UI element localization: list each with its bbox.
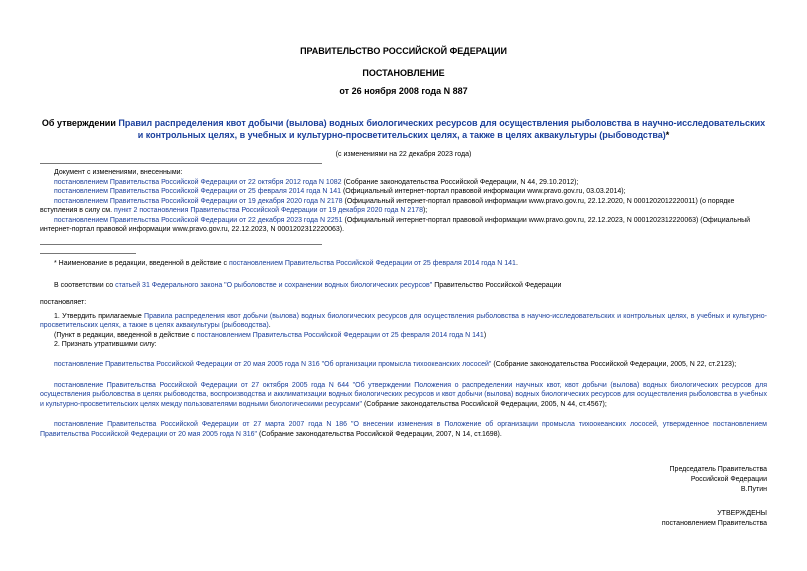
- footnote-divider: [40, 253, 136, 254]
- amendment-item: постановлением Правительства Российской Федерации от 22 декабря 2023 года N 2251 (Официальный интернет-портал правовой информации www.pravo.gov.ru, 22.12.2023, N 0001202312220063) (Официальный интернет-портал правовой информации www.pravo.gov.ru, 22.12.2023, N 0001202312220063).: [40, 216, 751, 233]
- point-1-edition: (Пункт в редакции, введенной в действие с постановлением Правительства Российской Федерации от 25 февраля 2014 года N 141): [54, 331, 487, 339]
- repealed-link[interactable]: постановление Правительства Российской Федерации от 27 октября 2005 года N 644 "Об утверждении Положения о распределении научных квот, квот добычи (вылова) водных биологических ресурсов для осуществления рыболовства в целях рыбоводства, воспроизводства и акклиматизации водных биологических ресурсов и квот добычи (вылова) водных биологических ресурсов для осуществления рыболовства в учебных и культурно-просветительских целях между пользователями водными биологическими ресурсами": [40, 381, 767, 408]
- title-link[interactable]: Правил распределения квот добычи (вылова) водных биологических ресурсов для осуществления рыболовства в научно-исследовательских и контрольных целях, в учебных и культурно-просветительских целях, а также в целях аквакультуры (рыбоводства): [118, 118, 766, 140]
- amendments-block: [40, 168, 767, 235]
- decree-verb: постановляет:: [40, 299, 87, 306]
- revision-note: (с изменениями на 22 декабря 2023 года): [335, 151, 472, 158]
- amendment-item: постановлением Правительства Российской Федерации от 25 февраля 2014 года N 141 (Официальный интернет-портал правовой информации www.pravo.gov.ru, 03.03.2014);: [54, 188, 626, 195]
- document-date: от 26 ноября 2008 года N 887: [339, 86, 468, 96]
- document-title: [40, 117, 767, 141]
- point-2: 2. Признать утратившими силу:: [54, 341, 157, 348]
- amendment-link[interactable]: постановлением Правительства Российской Федерации от 22 октября 2012 года N 1082: [54, 178, 342, 186]
- title-prefix: Об утверждении: [41, 118, 116, 128]
- law-link[interactable]: статьей 31 Федерального закона "О рыболовстве и сохранении водных биологических ресурсов": [115, 282, 433, 289]
- amendment-item: постановлением Правительства Российской Федерации от 19 декабря 2020 года N 2178 (Официальный интернет-портал правовой информации www.pravo.gov.ru, 22.12.2020, N 0001202012220011) (о порядке вступления в силу см. пункт 2 постановления Правительства Российской Федерации от 19 декабря 2020 года N 2178);: [40, 197, 735, 214]
- document-type: ПОСТАНОВЛЕНИЕ: [362, 68, 445, 78]
- signature-block: Председатель Правительства Российской Федерации В.Путин: [669, 466, 767, 493]
- repealed-link[interactable]: постановление Правительства Российской Федерации от 27 марта 2007 года N 186 "О внесении изменения в Положение об организации промысла тихоокеанских лососей, утвержденное постановлением Правительства Российской Федерации от 20 мая 2005 года N 316": [40, 421, 767, 438]
- edition-link[interactable]: постановлением Правительства Российской Федерации от 25 февраля 2014 года N 141: [196, 331, 484, 339]
- point-1: 1. Утвердить прилагаемые Правила распределения квот добычи (вылова) водных биологических ресурсов для осуществления рыболовства в научно-исследовательских и контрольных целях, в учебных и культурно-просветительских целях, а также в целях аквакультуры (рыбоводства).: [40, 312, 767, 329]
- amendment-link[interactable]: постановлением Правительства Российской Федерации от 19 декабря 2020 года N 2178: [54, 197, 343, 205]
- divider-top: [40, 163, 322, 164]
- amendments-heading: Документ с изменениями, внесенными:: [54, 169, 183, 176]
- amendment-link[interactable]: пункт 2 постановления Правительства Российской Федерации от 19 декабря 2020 года N 2178: [114, 207, 423, 214]
- amendment-link[interactable]: постановлением Правительства Российской Федерации от 25 февраля 2014 года N 141: [54, 188, 341, 195]
- repealed-item: постановление Правительства Российской Федерации от 20 мая 2005 года N 316 "Об организации промысла тихоокеанских лососей" (Собрание законодательства Российской Федерации, 2005, N 22, ст.2123);: [54, 361, 737, 368]
- repealed-item: постановление Правительства Российской Федерации от 27 октября 2005 года N 644 "Об утверждении Положения о распределении научных квот, квот добычи (вылова) водных биологических ресурсов для осуществления рыболовства в целях рыбоводства, воспроизводства и акклиматизации водных биологических ресурсов и квот добычи (вылова) водных биологических ресурсов для осуществления рыболовства в учебных и культурно-просветительских целях между пользователями водными биологическими ресурсами" (Собрание законодательства Российской Федерации, 2005, N 44, ст.4567);: [40, 381, 767, 408]
- signatory-name: В.Путин: [740, 486, 767, 493]
- repealed-item: постановление Правительства Российской Федерации от 27 марта 2007 года N 186 "О внесении изменения в Положение об организации промысла тихоокеанских лососей, утвержденное постановлением Правительства Российской Федерации от 20 мая 2005 года N 316" (Собрание законодательства Российской Федерации, 2007, N 14, ст.1698).: [40, 421, 767, 438]
- government-header: ПРАВИТЕЛЬСТВО РОССИЙСКОЙ ФЕДЕРАЦИИ: [300, 46, 507, 56]
- decree-body: [40, 298, 767, 350]
- approval-block: УТВЕРЖДЕНЫ постановлением Правительства: [661, 510, 767, 527]
- amendment-link[interactable]: постановлением Правительства Российской Федерации от 22 декабря 2023 года N 2251: [54, 216, 343, 224]
- preamble: В соответствии со статьей 31 Федерального закона "О рыболовстве и сохранении водных биологических ресурсов" Правительство Российской Федерации: [54, 282, 562, 289]
- amendment-item: постановлением Правительства Российской Федерации от 22 октября 2012 года N 1082 (Собрание законодательства Российской Федерации, N 44, 29.10.2012);: [54, 178, 579, 186]
- divider-bottom: [40, 244, 322, 245]
- repealed-acts: [40, 360, 767, 439]
- repealed-link[interactable]: постановление Правительства Российской Федерации от 20 мая 2005 года N 316 "Об организации промысла тихоокеанских лососей": [54, 361, 492, 368]
- footnote-link[interactable]: постановлением Правительства Российской Федерации от 25 февраля 2014 года N 141: [228, 260, 516, 267]
- title-suffix: *: [665, 130, 670, 140]
- footnote: * Наименование в редакции, введенной в действие с постановлением Правительства Российской Федерации от 25 февраля 2014 года N 141.: [54, 260, 518, 267]
- rules-link[interactable]: Правила распределения квот добычи (вылова) водных биологических ресурсов для осуществления рыболовства в научно-исследовательских и контрольных целях, в учебных и культурно-просветительских целях, а также в целях аквакультуры (рыбоводства): [40, 312, 767, 329]
